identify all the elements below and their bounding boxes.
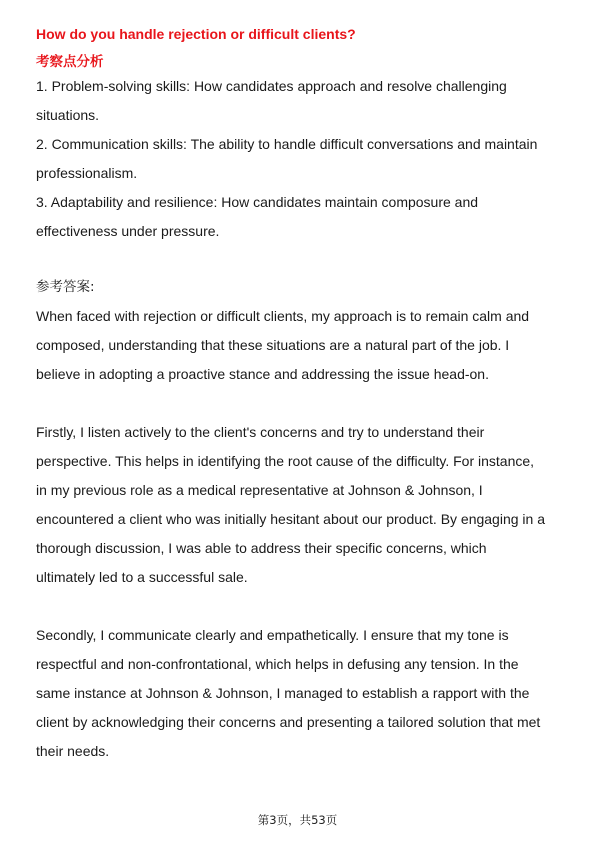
- text-line: perspective. This helps in identifying the root cause of the difficulty. For instance,: [36, 453, 535, 469]
- answer-label: 参考答案:: [36, 279, 95, 295]
- question-heading: How do you handle rejection or difficult clients?: [36, 26, 356, 42]
- text-line: in my previous role as a medical representative at Johnson & Johnson, I: [36, 482, 483, 498]
- document-page: [36, 24, 566, 766]
- answer-paragraph: [36, 418, 566, 592]
- page-number-footer: 第3页，共53页: [257, 813, 338, 827]
- answer-paragraph: [36, 302, 566, 389]
- analysis-label: 考察点分析: [36, 54, 104, 70]
- text-line: respectful and non-confrontational, which helps in defusing any tension. In the: [36, 656, 519, 672]
- answer-paragraph: [36, 621, 566, 766]
- text-line: composed, understanding that these situations are a natural part of the job. I: [36, 337, 510, 353]
- text-line: effectiveness under pressure.: [36, 223, 220, 239]
- text-line: professionalism.: [36, 165, 138, 181]
- text-line: 2. Communication skills: The ability to handle difficult conversations and maintain: [36, 136, 538, 152]
- text-line: encountered a client who was initially hesitant about our product. By engaging in a: [36, 511, 545, 527]
- text-line: thorough discussion, I was able to address their specific concerns, which: [36, 540, 487, 556]
- text-line: their needs.: [36, 743, 110, 759]
- text-line: situations.: [36, 107, 100, 123]
- assessment-point: [36, 188, 566, 246]
- text-line: ultimately led to a successful sale.: [36, 569, 248, 585]
- text-line: believe in adopting a proactive stance and addressing the issue head-on.: [36, 366, 489, 382]
- text-line: Secondly, I communicate clearly and empathetically. I ensure that my tone is: [36, 627, 509, 643]
- text-line: Firstly, I listen actively to the client's concerns and try to understand their: [36, 424, 485, 440]
- text-line: 1. Problem-solving skills: How candidates approach and resolve challenging: [36, 78, 507, 94]
- assessment-point: [36, 72, 566, 130]
- text-line: When faced with rejection or difficult clients, my approach is to remain calm and: [36, 308, 530, 324]
- assessment-point: [36, 130, 566, 188]
- assessment-points: [36, 72, 566, 246]
- text-line: same instance at Johnson & Johnson, I managed to establish a rapport with the: [36, 685, 530, 701]
- text-line: 3. Adaptability and resilience: How candidates maintain composure and: [36, 194, 479, 210]
- text-line: client by acknowledging their concerns and presenting a tailored solution that met: [36, 714, 541, 730]
